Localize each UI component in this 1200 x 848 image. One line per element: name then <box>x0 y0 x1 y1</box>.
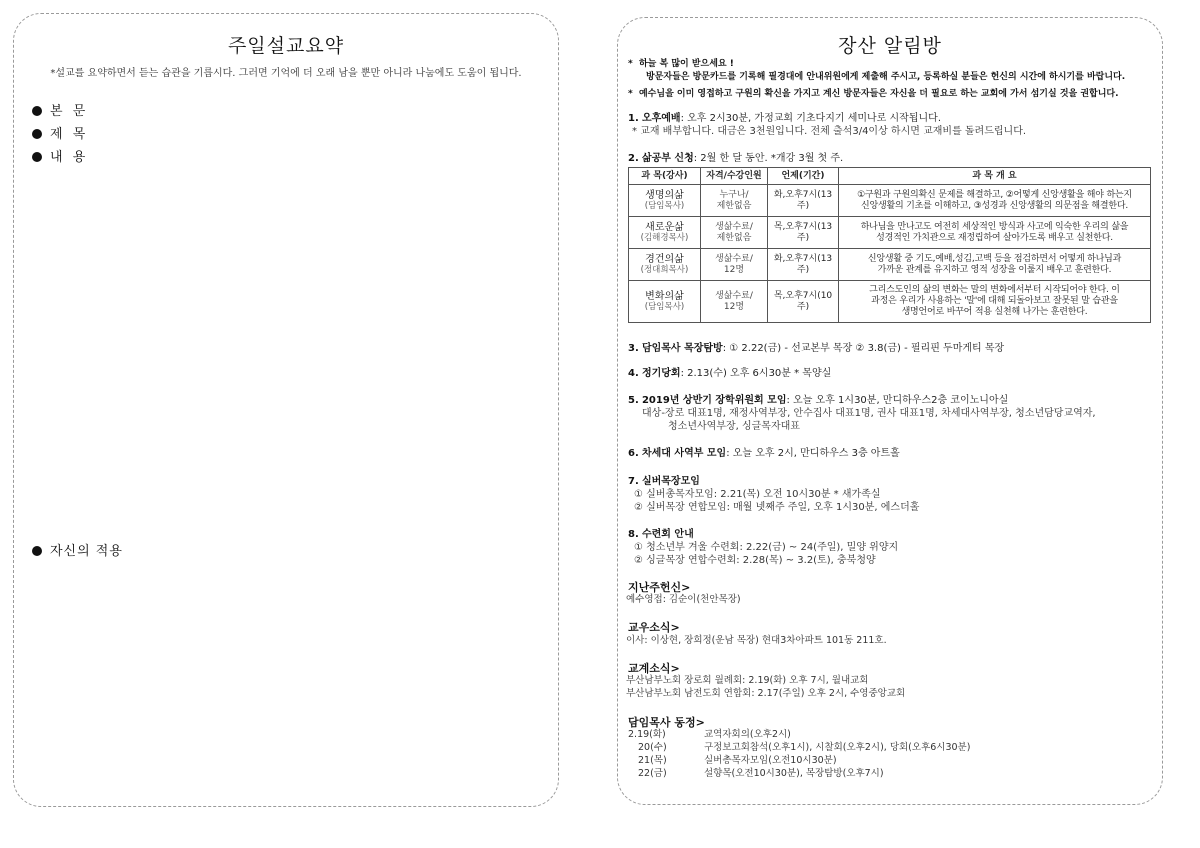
col-header-overview: 과 목 개 요 <box>839 168 1151 185</box>
item-silver-group-line2: ② 실버목장 연합모임: 매월 넷째주 주일, 오후 1시30분, 에스더홀 <box>634 502 920 513</box>
table-row <box>629 281 1151 323</box>
sermon-summary-intro: *설교를 요약하면서 듣는 습관을 기릅시다. 그러면 기억에 더 오래 남을 뿐만 아니라 나눔에도 도움이 됩니다. <box>50 68 522 79</box>
cell-overview: ①구원과 구원의확신 문제를 해결하고, ②어떻게 신앙생활을 해야 하는지 신앙생활의 기초를 이해하고, ③성경과 신앙생활의 의문점을 해결한다. <box>839 185 1151 217</box>
section-dedication-line: 예수영접: 김순이(천안목장) <box>626 594 741 605</box>
section-dedication-title: 지난주헌신> <box>628 581 691 594</box>
item-afternoon-worship: 1. 오후예배: 오후 2시30분, 가정교회 기초다지기 세미나로 시작됩니다. <box>628 113 941 124</box>
bullet-dot-icon <box>32 152 42 162</box>
cell-qualification: 생삶수료/ 12명 <box>701 249 768 281</box>
table-row <box>629 249 1151 281</box>
notice-believers: * 예수님을 이미 영접하고 구원의 확신을 가지고 계신 방문자들은 자신을 더 필요로 하는 교회에 가서 섬기실 것을 권합니다. <box>628 89 1119 99</box>
cell-when: 목,오후7시(10주) <box>768 281 839 323</box>
col-header-qualification: 자격/수강인원 <box>701 168 768 185</box>
col-header-subject: 과 목(강사) <box>629 168 701 185</box>
bullet-title: 제 목 <box>32 123 88 142</box>
cell-overview: 신앙생활 중 기도,예배,성김,고백 등을 점검하면서 어떻게 하나님과 가까운 관계를 유지하고 영적 성장을 이룰지 배우고 훈련한다. <box>839 249 1151 281</box>
item-pastor-visits: 3. 담임목사 목장탐방: ① 2.22(금) - 선교본부 목장 ② 3.8(금) - 필리핀 두마게티 목장 <box>628 343 1005 354</box>
item-next-generation: 6. 차세대 사역부 모임: 오늘 오후 2시, 만디하우스 3층 아트홀 <box>628 448 900 459</box>
sermon-summary-title: 주일설교요약 <box>227 35 345 57</box>
item-retreat-line1: ① 청소년부 겨울 수련회: 2.22(금) ~ 24(주일), 밀양 위양지 <box>634 542 899 553</box>
item-scholarship-committee: 5. 2019년 상반기 장학위원회 모임: 오늘 오후 1시30분, 만디하우스2층 코이노니아실 <box>628 395 1009 406</box>
table-header-row <box>629 168 1151 185</box>
item-silver-group: 7. 실버목장모임 <box>628 476 700 487</box>
schedule-date: 21(목) <box>638 755 667 766</box>
item-scholarship-targets: 대상-장로 대표1명, 재정사역부장, 안수집사 대표1명, 권사 대표1명, 차세대사역부장, 청소년담당교역자, <box>642 408 1096 419</box>
notice-greeting: * 하늘 복 많이 받으세요 ! <box>628 59 734 69</box>
schedule-date: 22(금) <box>638 768 667 779</box>
section-member-news-title: 교우소식> <box>628 621 680 634</box>
notice-visitors: 방문자들은 방문카드를 기록해 필경대에 안내위원에게 제출해 주시고, 등록하실 분들은 헌신의 시간에 하시기를 바랍니다. <box>646 72 1126 82</box>
church-notice-panel <box>617 17 1163 805</box>
item-retreat-line2: ② 싱글목장 연합수련회: 2.28(목) ~ 3.2(토), 충북청양 <box>634 555 876 566</box>
table-row <box>629 185 1151 217</box>
schedule-text: 설향목(오전10시30분), 목장탐방(오후7시) <box>704 768 884 779</box>
cell-qualification: 생삶수료/ 제한없음 <box>701 217 768 249</box>
cell-subject: 생명의삶 (담임목사) <box>629 185 701 217</box>
section-church-news-line: 부산남부노회 남전도회 연합회: 2.17(주일) 오후 2시, 수영중앙교회 <box>626 688 906 699</box>
section-church-news-title: 교계소식> <box>628 662 680 675</box>
cell-subject: 경건의삶 (정대희목사) <box>629 249 701 281</box>
schedule-title: 담임목사 동정> <box>628 716 705 729</box>
bullet-dot-icon <box>32 106 42 116</box>
table-row <box>629 217 1151 249</box>
notice-title: 장산 알림방 <box>838 35 942 57</box>
item-life-study: 2. 삶공부 신청: 2월 한 달 동안. *개강 3월 첫 주. <box>628 153 844 164</box>
schedule-text: 구정보고회참석(오후1시), 시찰회(오후2시), 당회(오후6시30분) <box>704 742 971 753</box>
item-session-meeting: 4. 정기당회: 2.13(수) 오후 6시30분 * 목양실 <box>628 368 832 379</box>
bullet-dot-icon <box>32 129 42 139</box>
cell-when: 화,오후7시(13주) <box>768 185 839 217</box>
item-retreat: 8. 수련회 안내 <box>628 529 694 540</box>
item-silver-group-line1: ① 실버총목자모임: 2.21(목) 오전 10시30분 * 새가족실 <box>634 489 881 500</box>
item-afternoon-worship-note: * 교재 배부합니다. 대금은 3천원입니다. 전체 출석3/4이상 하시면 교재비를 돌려드립니다. <box>632 126 1027 137</box>
life-study-table <box>628 167 1151 323</box>
schedule-text: 실버총목자모임(오전10시30분) <box>704 755 837 766</box>
bullet-dot-icon <box>32 546 42 556</box>
cell-when: 목,오후7시(13주) <box>768 217 839 249</box>
bullet-text-passage: 본 문 <box>32 100 88 119</box>
schedule-date: 2.19(화) <box>628 729 666 740</box>
cell-when: 화,오후7시(13주) <box>768 249 839 281</box>
cell-subject: 새로운삶 (김해경목사) <box>629 217 701 249</box>
bullet-content: 내 용 <box>32 146 88 165</box>
section-member-news-line: 이사: 이상현, 장희정(운남 목장) 현대3차아파트 101동 211호. <box>626 635 887 646</box>
col-header-when: 언제(기간) <box>768 168 839 185</box>
schedule-text: 교역자회의(오후2시) <box>704 729 791 740</box>
sermon-summary-panel <box>13 13 559 807</box>
cell-qualification: 누구나/ 제한없음 <box>701 185 768 217</box>
item-scholarship-targets-cont: 청소년사역부장, 싱글목자대표 <box>668 421 800 432</box>
section-church-news-line: 부산남부노회 장로회 월례회: 2.19(화) 오후 7시, 월내교회 <box>626 675 869 686</box>
cell-overview: 그리스도인의 삶의 변화는 말의 변화에서부터 시작되어야 한다. 이 과정은 우리가 사용하는 '말'에 대해 되돌아보고 잘못된 말 습관을 생명언어로 바꾸어 적용 실천해 나가는 훈련한다. <box>839 281 1151 323</box>
cell-overview: 하나님을 만나고도 여전히 세상적인 방식과 사고에 익숙한 우리의 삶을 성경적인 가치관으로 재정립하여 살아가도록 배우고 실천한다. <box>839 217 1151 249</box>
schedule-date: 20(수) <box>638 742 667 753</box>
bullet-application: 자신의 적용 <box>32 540 123 559</box>
cell-qualification: 생삶수료/ 12명 <box>701 281 768 323</box>
cell-subject: 변화의삶 (담임목사) <box>629 281 701 323</box>
